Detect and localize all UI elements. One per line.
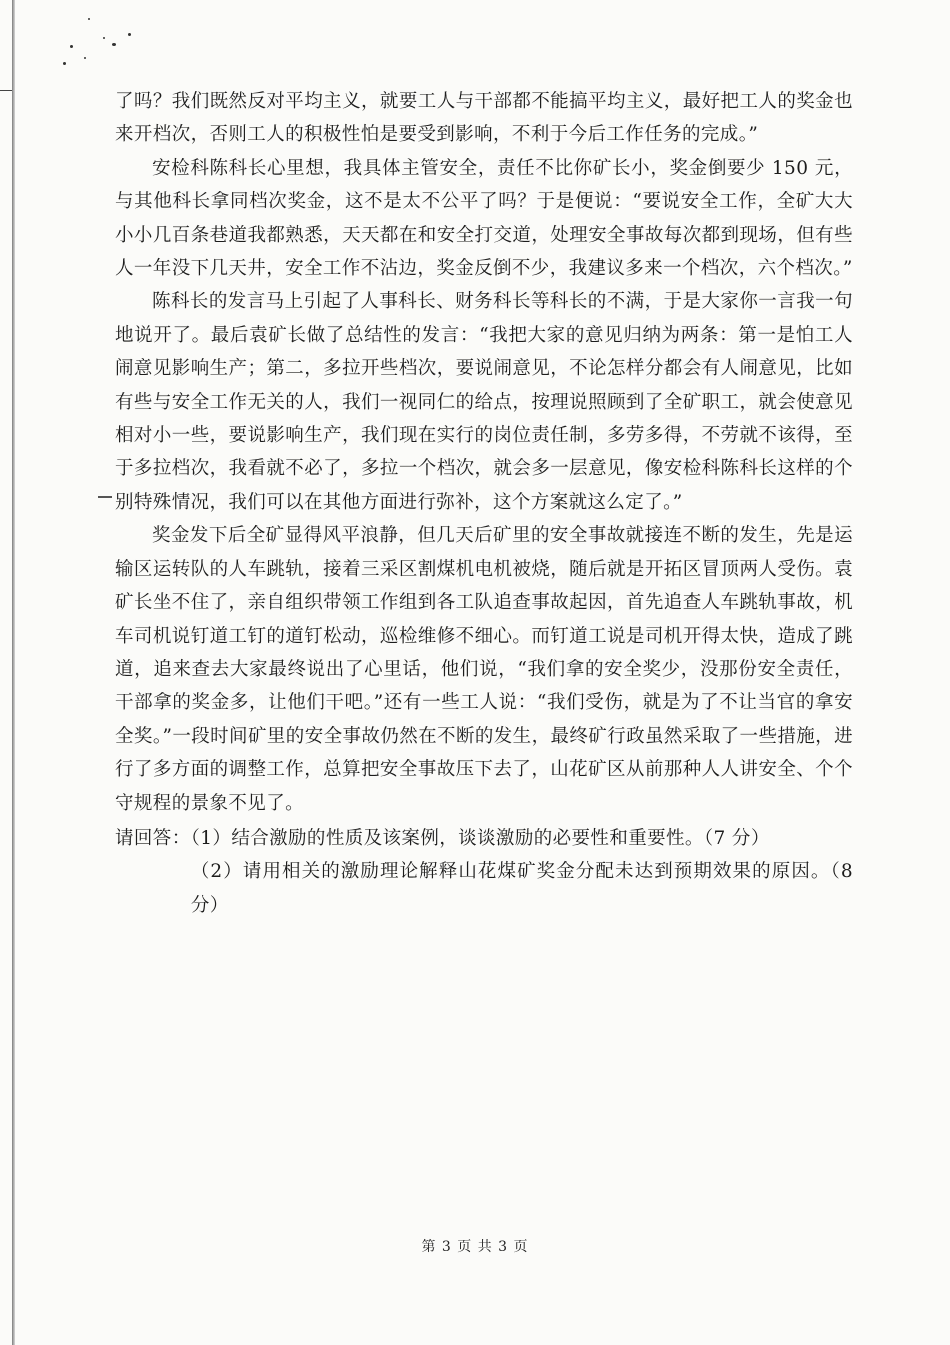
paragraph-3: 陈科长的发言马上引起了人事科长、财务科长等科长的不满，于是大家你一言我一句地说开了。最后袁矿长做了总结性的发言：“我把大家的意见归纳为两条：第一是怕工人闹意见影响生产；第二，多拉开些档次，要说闹意见，不论怎样分都会有人闹意见，比如有些与安全工作无关的人，我们一视同仁的给点，按理说照顾到了全矿职工，就会使意见相对小一些，要说影响生产，我们现在实行的岗位责任制，多劳多得，不劳就不该得，至于多拉档次，我看就不必了，多拉一个档次，就会多一层意见，像安检科陈科长这样的个别特殊情况，我们可以在其他方面进行弥补，这个方案就这么定了。” [115,291,853,513]
scan-speck [70,45,73,48]
paragraph-4: 奖金发下后全矿显得风平浪静，但几天后矿里的安全事故就接连不断的发生，先是运输区运转队的人车跳轨，接着三采区割煤机电机被烧，随后就是开拓区冒顶两人受伤。袁矿长坐不住了，亲自组织带领工作组到各工队追查事故起因，首先追查人车跳轨事故，机车司机说钉道工钉的道钉松动，巡检维修不细心。而钉道工说是司机开得太快，造成了跳道，追来查去大家最终说出了心里话，他们说，“我们拿的安全奖少，没那份安全责任，干部拿的奖金多，让他们干吧。”还有一些工人说：“我们受伤，就是为了不让当官的拿安全奖。”一段时间矿里的安全事故仍然在不断的发生，最终矿行政虽然采取了一些措施，进行了多方面的调整工作，总算把安全事故压下去了，山花矿区从前那种人人讲安全、个个守规程的景象不见了。 [115,525,853,814]
margin-dash-mark [98,496,112,498]
scan-speck [88,18,90,20]
page-number-footer: 第 3 页 共 3 页 [421,1239,529,1255]
document-body [115,85,853,922]
scan-speck [84,57,86,59]
scan-edge-mark [0,90,12,91]
question-2: （2）请用相关的激励理论解释山花煤矿奖金分配未达到预期效果的原因。（8 分） [190,861,853,916]
scan-speck [112,43,116,46]
paragraph-2: 安检科陈科长心里想，我具体主管安全，责任不比你矿长小，奖金倒要少 150 元，与其他科长拿同档次奖金，这不是太不公平了吗？于是便说：“要说安全工作，全矿大大小小几百条巷道我都熟悉，天天都在和安全打交道，处理安全事故每次都到现场，但有些人一年没下几天井，安全工作不沾边，奖金反倒不少，我建议多来一个档次，六个档次。” [115,157,853,280]
scan-speck [128,33,131,36]
scan-edge [12,0,15,1345]
paragraph-1: 了吗？我们既然反对平均主义，就要工人与干部都不能搞平均主义，最好把工人的奖金也来开档次，否则工人的积极性怕是要受到影响，不利于今后工作任务的完成。” [115,91,853,146]
question-1: 请回答：（1）结合激励的性质及该案例，谈谈激励的必要性和重要性。（7 分） [115,827,770,849]
scan-speck [103,37,105,39]
scan-speck [63,62,66,65]
